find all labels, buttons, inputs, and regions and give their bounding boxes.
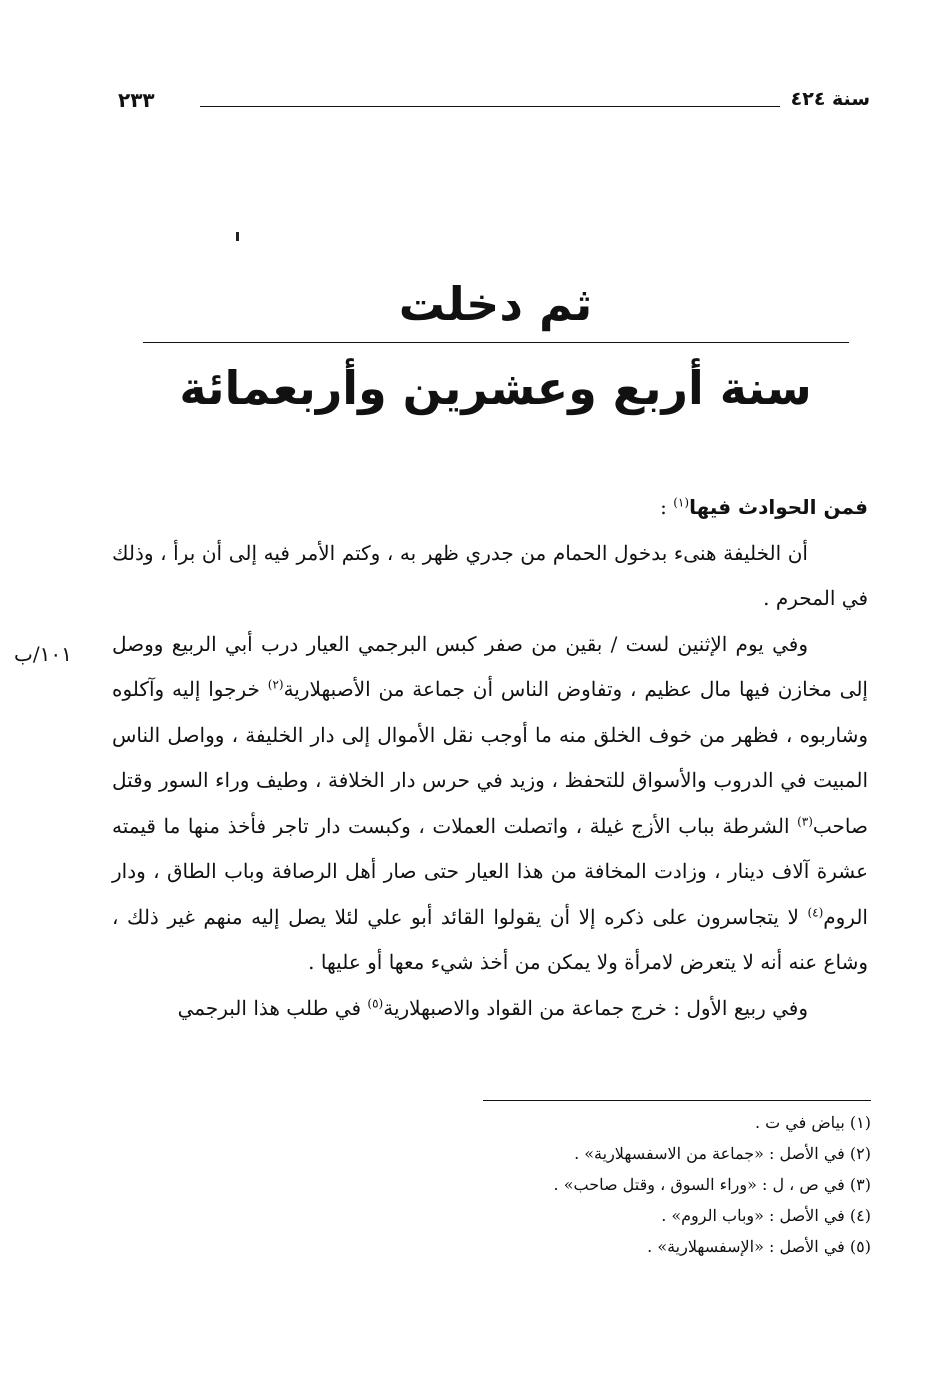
chapter-title-line1: ثم دخلت xyxy=(398,277,593,331)
intro-line xyxy=(112,485,868,531)
title-rule xyxy=(143,342,849,343)
paragraph-3-part-a: وفي ربيع الأول : خرج جماعة من القواد والاصبهلارية xyxy=(383,995,808,1020)
intro-tail: : xyxy=(660,495,674,519)
footnote-ref-5: (٥) xyxy=(367,995,384,1010)
footnote-rule xyxy=(483,1100,871,1101)
paragraph-2 xyxy=(112,622,868,986)
running-header xyxy=(118,88,870,118)
page-number: ٢٣٣ xyxy=(118,88,155,112)
footnote-ref-4: (٤) xyxy=(807,904,824,919)
footnote-2: (٢) في الأصل : «جماعة من الاسفسهلارية» . xyxy=(574,1144,871,1163)
paragraph-3-part-b: في طلب هذا البرجمي xyxy=(177,995,368,1020)
paragraph-1: أن الخليفة هنىء بدخول الحمام من جدري ظهر به ، وكتم الأمر فيه إلى أن برأ ، وذلك في المحرم . xyxy=(112,540,868,610)
footnote-1: (١) بياض في ت . xyxy=(754,1113,871,1132)
chapter-title-line2: سنة أربع وعشرين وأربعمائة xyxy=(179,361,812,415)
paragraph-3 xyxy=(112,986,868,1032)
intro-lead: فمن الحوادث فيها xyxy=(689,495,868,519)
paragraph-2-part-d: لا يتجاسرون على ذكره إلا أن يقولوا القائد أبو علي لئلا يصل إليه منهم غير ذلك ، وشاع عنه أنه لا يتعرض لامرأة ولا يمكن من أخذ شيء معها أو عليها . xyxy=(112,904,868,974)
paragraph-2-part-c: الشرطة بباب الأزج غيلة ، واتصلت العملات ، وكبست دار تاجر فأخذ منها ما قيمته عشرة آلاف دينار ، وزادت المخافة من هذا العيار حتى صار أهل الرصافة وباب الطاق ، ودار الروم xyxy=(112,813,868,929)
body-text xyxy=(112,485,868,1031)
footnote-ref-3: (٣) xyxy=(797,813,813,828)
margin-folio-note: ١٠١/ب xyxy=(14,642,72,666)
footnote-ref-2: (٢) xyxy=(267,677,284,692)
footnotes-list xyxy=(300,1107,871,1262)
running-header-year: سنة ٤٢٤ xyxy=(790,88,870,110)
footnote-ref-1: (١) xyxy=(673,495,690,510)
paragraph-2-part-a: وفي يوم الإثنين لست / بقين من صفر كبس البرجمي العيار درب أبي الربيع ووصل إلى مخازن فيها مال عظيم ، وتفاوض الناس أن جماعة من الأصبهلارية xyxy=(112,631,868,701)
footnote-3: (٣) في ص ، ل : «وراء السوق ، وقتل صاحب» . xyxy=(553,1175,871,1194)
header-rule xyxy=(200,106,780,107)
footnote-5: (٥) في الأصل : «الإسفسهلارية» . xyxy=(647,1237,871,1256)
footnote-4: (٤) في الأصل : «وباب الروم» . xyxy=(661,1206,871,1225)
print-speck xyxy=(236,232,239,241)
paragraph-2-part-b: خرجوا إليه وآكلوه وشاربوه ، فظهر من خوف الخلق منه ما أوجب نقل الأموال إلى دار الخليفة ، وواصل الناس المبيت في الدروب والأسواق للتحفظ ، وزيد في حرس دار الخلافة ، وطيف وراء السور وقتل صاحب xyxy=(112,677,868,838)
